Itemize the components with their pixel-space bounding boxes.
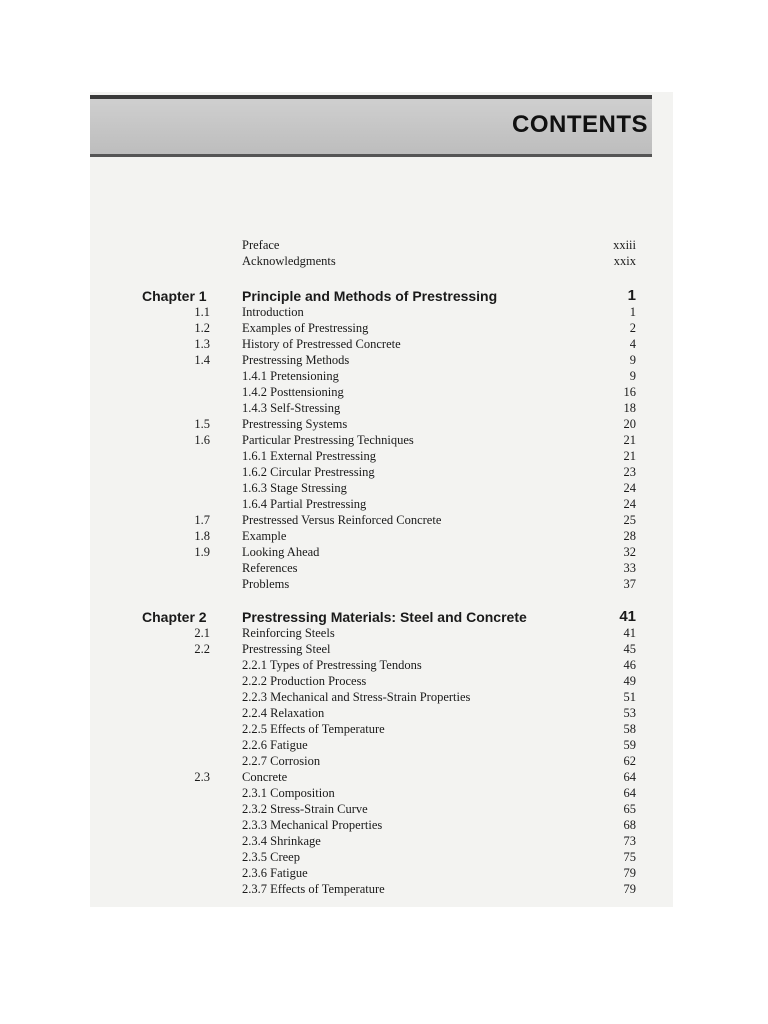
section-page: 24 [623,481,636,495]
section-number: 1.8 [194,529,210,543]
section-page: 64 [623,786,636,800]
section-title: References [242,561,298,575]
section-title: 2.2.6 Fatigue [242,738,308,752]
toc-entry-row [0,817,768,833]
chapter-label: Chapter 1 [142,288,207,304]
section-number: 1.4 [194,353,210,367]
toc-entry-row [0,625,768,641]
section-page: 41 [623,626,636,640]
section-number: 1.7 [194,513,210,527]
toc-entry-row [0,416,768,432]
section-title: Example [242,529,287,543]
toc-entry-row [0,400,768,416]
toc-entry-row [0,496,768,512]
section-title: 2.2.2 Production Process [242,674,367,688]
toc-entry-row [0,352,768,368]
section-page: 51 [623,690,636,704]
section-page: 45 [623,642,636,656]
toc-entry-row [0,304,768,320]
section-page: 33 [623,561,636,575]
section-title: Looking Ahead [242,545,320,559]
section-page: 37 [623,577,636,591]
section-title: Reinforcing Steels [242,626,335,640]
section-page: 21 [623,433,636,447]
section-page: 23 [623,465,636,479]
chapter-page: 41 [619,608,636,625]
section-page: 2 [629,321,636,335]
toc-entry-row [0,641,768,657]
section-page: 79 [623,866,636,880]
toc-entry-row [0,448,768,464]
front-matter-row [0,253,768,269]
section-number: 1.5 [194,417,210,431]
section-title: 1.6.1 External Prestressing [242,449,377,463]
toc-entry-row [0,833,768,849]
toc-entry-row [0,512,768,528]
section-title: 2.2.5 Effects of Temperature [242,722,385,736]
section-title: 2.2.3 Mechanical and Stress-Strain Properties [242,690,471,704]
section-title: Prestressing Steel [242,642,331,656]
section-page: 59 [623,738,636,752]
section-page: 21 [623,449,636,463]
section-page: 79 [623,882,636,896]
section-page: 49 [623,674,636,688]
section-title: 1.4.2 Posttensioning [242,385,344,399]
entry-title: Acknowledgments [242,254,336,268]
toc-entry-row [0,705,768,721]
section-page: 75 [623,850,636,864]
toc-entry-row [0,336,768,352]
section-title: 1.6.2 Circular Prestressing [242,465,375,479]
toc-entry-row [0,560,768,576]
entry-page: xxix [613,254,636,268]
section-page: 64 [623,770,636,784]
section-title: 2.2.1 Types of Prestressing Tendons [242,658,422,672]
chapter-title: Principle and Methods of Prestressing [242,288,498,304]
section-title: 2.3.1 Composition [242,786,335,800]
toc-entry-row [0,881,768,897]
section-title: 2.2.7 Corrosion [242,754,321,768]
toc-entry-row [0,320,768,336]
section-title: Particular Prestressing Techniques [242,433,414,447]
section-title: Examples of Prestressing [242,321,369,335]
section-title: Prestressing Methods [242,353,350,367]
chapter-heading-row [0,607,768,627]
section-page: 1 [629,305,636,319]
section-title: 2.3.3 Mechanical Properties [242,818,383,832]
page-title: CONTENTS [512,111,648,138]
section-number: 2.3 [194,770,210,784]
contents-header-band [90,95,652,157]
section-page: 25 [623,513,636,527]
section-number: 1.3 [194,337,210,351]
toc-entry-row [0,673,768,689]
toc-entry-row [0,753,768,769]
chapter-label: Chapter 2 [142,609,207,625]
section-title: 2.3.5 Creep [242,850,300,864]
section-title: 1.6.4 Partial Prestressing [242,497,367,511]
section-title: 2.3.2 Stress-Strain Curve [242,802,368,816]
section-number: 2.1 [194,626,210,640]
toc-entry-row [0,689,768,705]
toc-entry-row [0,544,768,560]
section-title: Prestressed Versus Reinforced Concrete [242,513,442,527]
section-number: 1.6 [194,433,210,447]
section-title: 2.3.7 Effects of Temperature [242,882,385,896]
toc-entry-row [0,849,768,865]
entry-page: xxiii [613,238,636,252]
section-page: 9 [629,353,636,367]
section-page: 53 [623,706,636,720]
entry-title: Preface [242,238,280,252]
chapter-page: 1 [627,287,636,304]
section-title: Prestressing Systems [242,417,348,431]
chapter-heading-row [0,286,768,306]
section-page: 32 [623,545,636,559]
section-page: 68 [623,818,636,832]
section-title: Concrete [242,770,288,784]
section-page: 20 [623,417,636,431]
toc-entry-row [0,721,768,737]
toc-entry-row [0,769,768,785]
section-page: 18 [623,401,636,415]
section-page: 16 [623,385,636,399]
toc-entry-row [0,576,768,592]
toc-entry-row [0,384,768,400]
toc-entry-row [0,737,768,753]
section-page: 9 [629,369,636,383]
section-number: 2.2 [194,642,210,656]
section-page: 24 [623,497,636,511]
section-title: 2.3.6 Fatigue [242,866,308,880]
toc-entry-row [0,528,768,544]
toc-entry-row [0,865,768,881]
toc-entry-row [0,464,768,480]
section-title: 1.4.1 Pretensioning [242,369,339,383]
section-number: 1.2 [194,321,210,335]
section-number: 1.1 [194,305,210,319]
toc-entry-row [0,480,768,496]
section-title: 1.4.3 Self-Stressing [242,401,341,415]
section-page: 28 [623,529,636,543]
section-title: Introduction [242,305,304,319]
toc-entry-row [0,432,768,448]
section-page: 73 [623,834,636,848]
section-page: 62 [623,754,636,768]
toc-entry-row [0,801,768,817]
section-number: 1.9 [194,545,210,559]
section-title: 1.6.3 Stage Stressing [242,481,347,495]
section-title: History of Prestressed Concrete [242,337,401,351]
toc-entry-row [0,657,768,673]
section-page: 46 [623,658,636,672]
section-page: 65 [623,802,636,816]
section-page: 4 [629,337,636,351]
front-matter-row [0,237,768,253]
section-page: 58 [623,722,636,736]
toc-entry-row [0,368,768,384]
chapter-title: Prestressing Materials: Steel and Concrete [242,609,527,625]
section-title: Problems [242,577,290,591]
toc-entry-row [0,785,768,801]
section-title: 2.3.4 Shrinkage [242,834,321,848]
section-title: 2.2.4 Relaxation [242,706,325,720]
